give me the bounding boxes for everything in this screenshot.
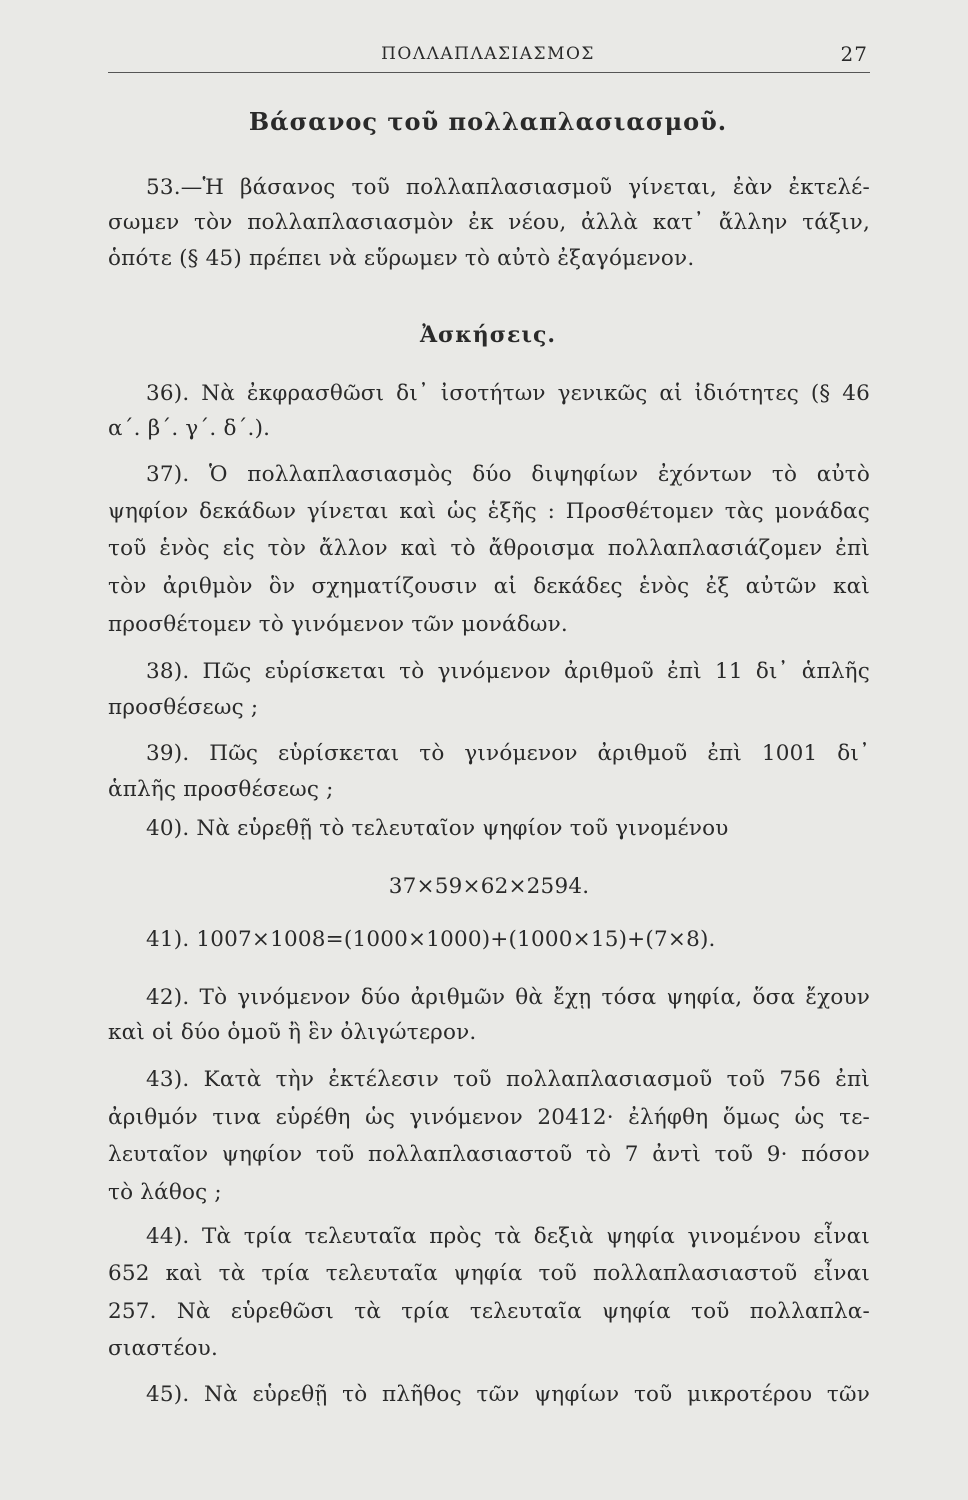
page-number: 27 bbox=[840, 42, 868, 66]
running-head bbox=[108, 40, 868, 70]
text-line: καὶ οἱ δύο ὁμοῦ ἢ ἓν ὀλιγώτερον. bbox=[108, 1020, 477, 1045]
text-line: προσθέτομεν τὸ γινόμενον τῶν μονάδων. bbox=[108, 612, 568, 637]
text-line: 36). Νὰ ἐκφρασθῶσι δι᾿ ἰσοτήτων γενικῶς αἱ ἰδιότητες (§ 46 bbox=[146, 381, 870, 406]
text-line: 37). Ὁ πολλαπλασιασμὸς δύο διψηφίων ἐχόντων τὸ αὐτὸ bbox=[146, 462, 870, 487]
text-line: 40). Νὰ εὑρεθῇ τὸ τελευταῖον ψηφίον τοῦ γινομένου bbox=[146, 816, 729, 841]
text-line: τὸ λάθος ; bbox=[108, 1180, 222, 1205]
text-line: 42). Τὸ γινόμενον δύο ἀριθμῶν θὰ ἔχῃ τόσα ψηφία, ὅσα ἔχουν bbox=[146, 985, 870, 1010]
text-line: 43). Κατὰ τὴν ἐκτέλεσιν τοῦ πολλαπλασιασμοῦ τοῦ 756 ἐπὶ bbox=[146, 1067, 870, 1092]
text-line: α΄. β΄. γ΄. δ΄.). bbox=[108, 416, 271, 441]
formula-line: 41). 1007×1008=(1000×1000)+(1000×15)+(7×8). bbox=[146, 927, 716, 952]
text-line: ὁπότε (§ 45) πρέπει νὰ εὕρωμεν τὸ αὐτὸ ἐξαγόμενον. bbox=[108, 246, 695, 271]
text-line: ἁπλῆς προσθέσεως ; bbox=[108, 777, 334, 802]
text-line: 44). Τὰ τρία τελευταῖα πρὸς τὰ δεξιὰ ψηφία γινομένου εἶναι bbox=[146, 1224, 870, 1249]
header-rule bbox=[108, 72, 870, 73]
text-line: λευταῖον ψηφίον τοῦ πολλαπλασιαστοῦ τὸ 7 ἀντὶ τοῦ 9· πόσον bbox=[108, 1142, 870, 1167]
text-line: ψηφίον δεκάδων γίνεται καὶ ὡς ἑξῆς : Προσθέτομεν τὰς μονάδας bbox=[108, 499, 870, 524]
exercises-title: Ἀσκήσεις. bbox=[419, 322, 557, 348]
text-line: σιαστέου. bbox=[108, 1336, 218, 1361]
text-line: 652 καὶ τὰ τρία τελευταῖα ψηφία τοῦ πολλαπλασιαστοῦ εἶναι bbox=[108, 1261, 870, 1286]
text-line: 45). Νὰ εὑρεθῇ τὸ πλῆθος τῶν ψηφίων τοῦ μικροτέρου τῶν bbox=[146, 1382, 870, 1407]
text-line: τοῦ ἑνὸς εἰς τὸν ἄλλον καὶ τὸ ἄθροισμα πολλαπλασιάζομεν ἐπὶ bbox=[108, 536, 870, 561]
text-line: 257. Νὰ εὑρεθῶσι τὰ τρία τελευταῖα ψηφία τοῦ πολλαπλα- bbox=[108, 1299, 870, 1324]
text-line: 38). Πῶς εὑρίσκεται τὸ γινόμενον ἀριθμοῦ ἐπὶ 11 δι᾿ ἁπλῆς bbox=[146, 659, 870, 684]
text-line: σωμεν τὸν πολλαπλασιασμὸν ἐκ νέου, ἀλλὰ κατ᾿ ἄλλην τάξιν, bbox=[108, 210, 870, 235]
formula-line: 37×59×62×2594. bbox=[388, 874, 590, 899]
text-line: 53.—Ἡ βάσανος τοῦ πολλαπλασιασμοῦ γίνεται, ἐὰν ἐκτελέ- bbox=[146, 175, 870, 200]
text-line: ἀριθμόν τινα εὑρέθη ὡς γινόμενον 20412· ἐλήφθη ὅμως ὡς τε- bbox=[108, 1105, 870, 1130]
text-line: τὸν ἀριθμὸν ὃν σχηματίζουσιν αἱ δεκάδες ἑνὸς ἐξ αὐτῶν καὶ bbox=[108, 574, 870, 599]
text-line: προσθέσεως ; bbox=[108, 695, 259, 720]
text-line: 39). Πῶς εὑρίσκεται τὸ γινόμενον ἀριθμοῦ ἐπὶ 1001 δι᾿ bbox=[146, 741, 870, 766]
running-head-title: ΠΟΛΛΑΠΛΑΣΙΑΣΜΟΣ bbox=[381, 44, 595, 64]
section-title: Βάσανος τοῦ πολλαπλασιασμοῦ. bbox=[248, 107, 728, 136]
